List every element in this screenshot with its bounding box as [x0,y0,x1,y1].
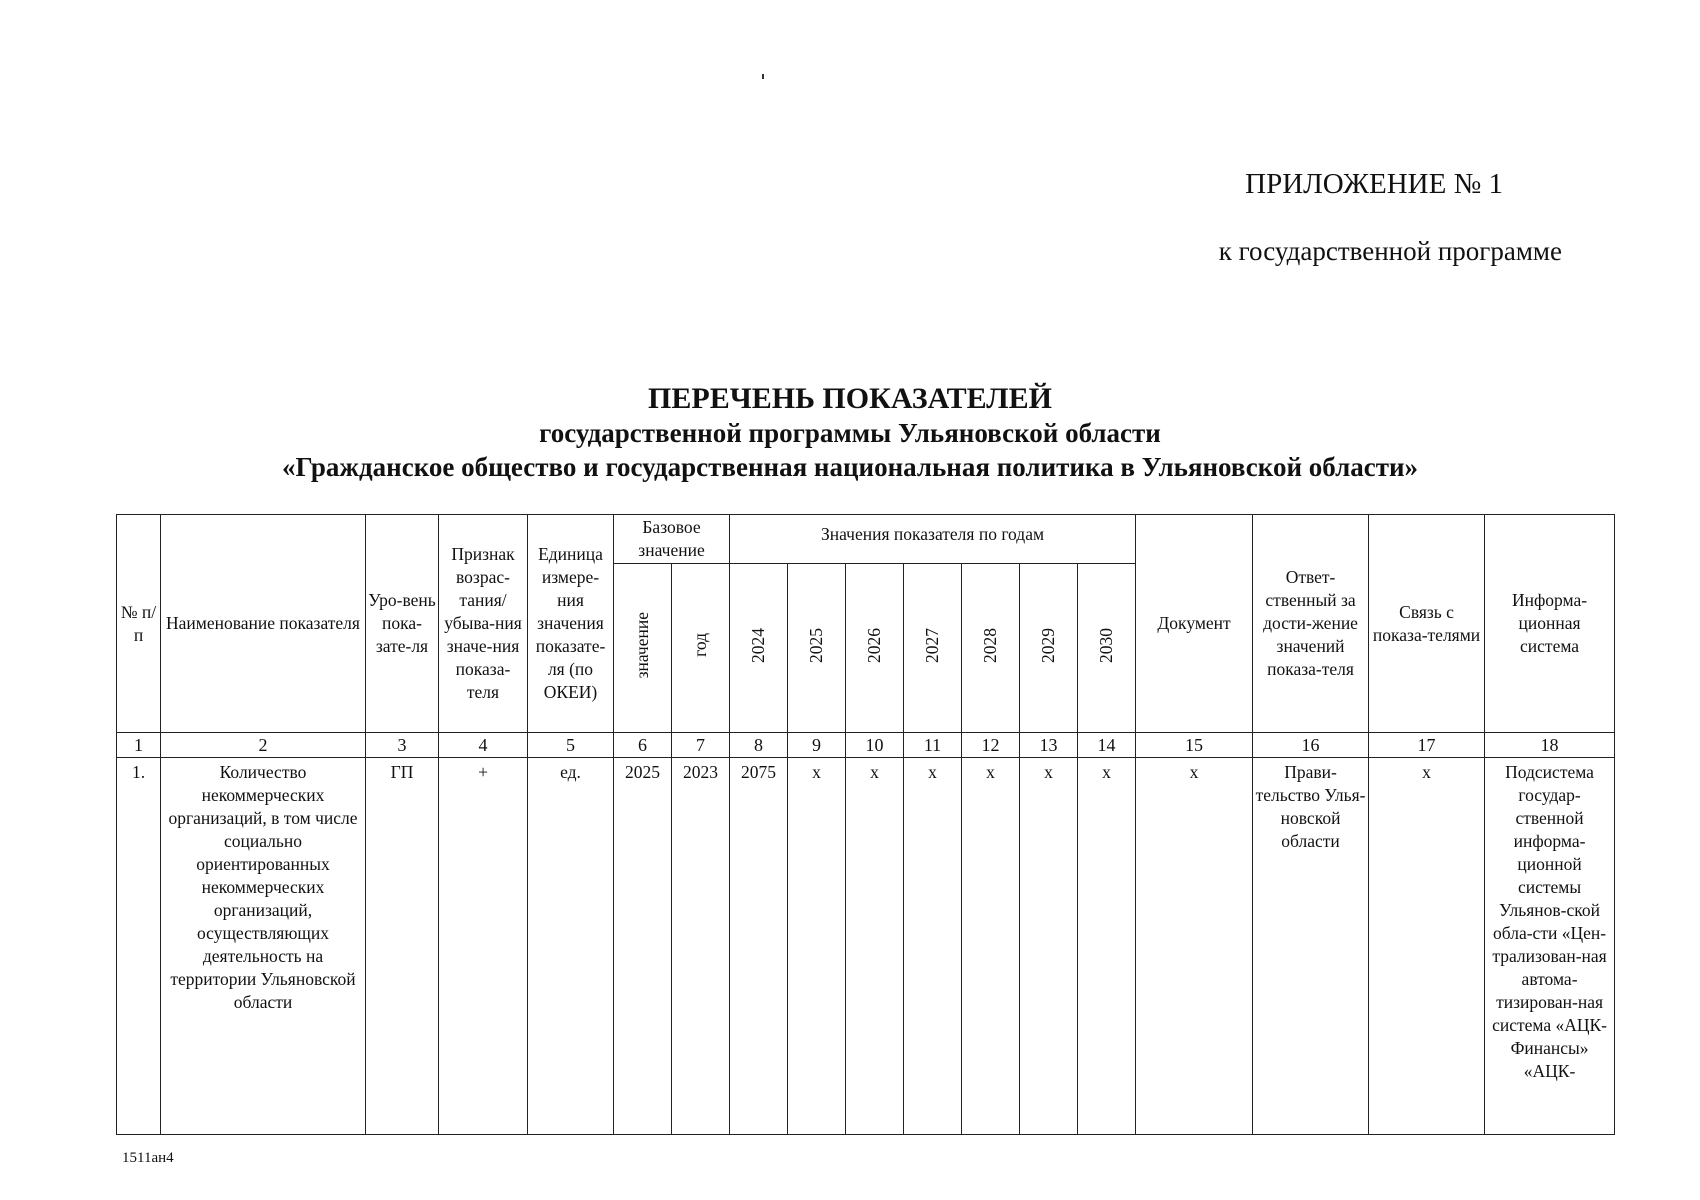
title-line-1: ПЕРЕЧЕНЬ ПОКАЗАТЕЛЕЙ [648,382,1052,415]
header-year: 2030 [1096,627,1117,663]
header-year: 2028 [980,627,1001,663]
header-base-value: значение [632,611,652,679]
title-line-3: «Гражданское общество и государственная национальная политика в Ульяновской области» [281,452,1419,482]
column-number: 6 [614,733,672,758]
appendix-number: ПРИЛОЖЕНИЕ № 1 [1245,168,1503,200]
column-number: 11 [904,733,962,758]
appendix-subtitle: к государственной программе [1218,236,1562,266]
header-year: 2027 [922,627,943,663]
header-year: 2025 [806,627,827,663]
row-trend: + [439,758,528,1135]
row-document: х [1136,758,1253,1135]
header-year: 2026 [864,627,885,663]
header-base-group: Базовое значение [614,515,730,564]
header-base-value-cell [614,564,672,733]
column-number: 10 [846,733,904,758]
row-year-value: 2075 [730,758,788,1135]
column-number: 1 [117,733,161,758]
header-info-system: Информа-ционная система [1485,515,1615,733]
header-links: Связь с показа-телями [1369,515,1485,733]
column-number: 17 [1369,733,1485,758]
column-number: 16 [1253,733,1369,758]
header-unit: Единица измере-ния значения показате-ля (по ОКЕИ) [528,515,614,733]
header-year-cell [904,564,962,733]
row-year-value: х [846,758,904,1135]
table-row [117,758,1615,1135]
document-title [0,382,1700,484]
row-year-value: х [1020,758,1078,1135]
row-year-value: х [904,758,962,1135]
column-number: 2 [161,733,366,758]
row-responsible: Прави-тельство Улья-новской области [1253,758,1369,1135]
column-number: 18 [1485,733,1615,758]
header-year-cell [846,564,904,733]
header-document: Документ [1136,515,1253,733]
title-line-2: государственной программы Ульяновской области [539,418,1161,448]
row-year-value: х [788,758,846,1135]
row-base-year: 2023 [672,758,730,1135]
header-year-cell [1078,564,1136,733]
row-year-value: х [1078,758,1136,1135]
row-unit: ед. [528,758,614,1135]
header-years-group: Значения показателя по годам [730,515,1136,564]
column-number: 9 [788,733,846,758]
row-level: ГП [366,758,439,1135]
header-year-cell [962,564,1020,733]
header-year-cell [730,564,788,733]
row-links: х [1369,758,1485,1135]
header-trend: Признак возрас-тания/ убыва-ния значе-ния показа-теля [439,515,528,733]
row-info-system: Подсистема государ-ственной информа-ционной системы Ульянов-ской обла-сти «Цен-трализован-ная автома-тизирован-ная система «АЦК-Финансы» «АЦК- [1485,758,1615,1135]
header-base-year-cell [672,564,730,733]
header-year-cell [788,564,846,733]
header-year: 2029 [1038,627,1059,663]
column-number: 8 [730,733,788,758]
header-year: 2024 [748,627,769,663]
header-name: Наименование показателя [161,515,366,733]
column-number: 15 [1136,733,1253,758]
header-level: Уро-вень пока-зате-ля [366,515,439,733]
header-row-1 [117,515,1615,564]
column-number: 3 [366,733,439,758]
column-number: 5 [528,733,614,758]
row-name: Количество некоммерческих организаций, в том числе социально ориентированных некоммерческих организаций, осуществляющих деятельность на территории Ульяновской области [161,758,366,1135]
column-numbers-row [117,733,1615,758]
column-number: 12 [962,733,1020,758]
footer-code: 1511ан4 [122,1150,174,1166]
row-year-value: х [962,758,1020,1135]
row-num: 1. [117,758,161,1135]
scan-speck [762,74,764,79]
header-year-cell [1020,564,1078,733]
column-number: 14 [1078,733,1136,758]
header-num: № п/п [117,515,161,733]
row-base-value: 2025 [614,758,672,1135]
column-number: 4 [439,733,528,758]
header-base-year: год [690,633,710,657]
indicators-table [116,514,1615,1135]
header-responsible: Ответ-ственный за дости-жение значений показа-теля [1253,515,1369,733]
column-number: 7 [672,733,730,758]
column-number: 13 [1020,733,1078,758]
